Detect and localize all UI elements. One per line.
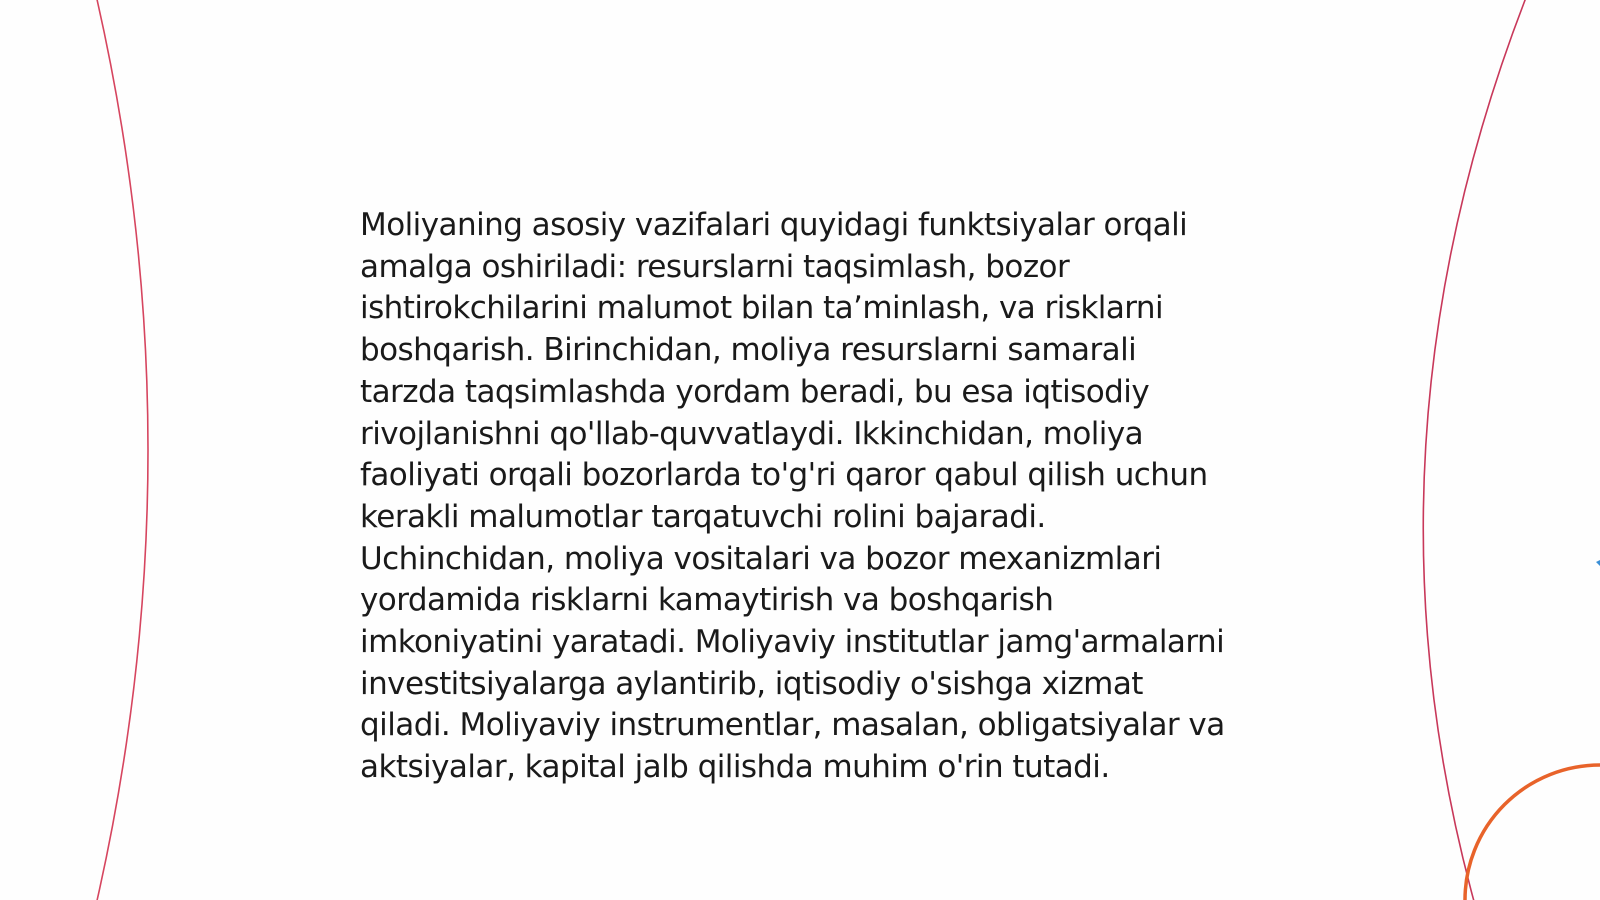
body-paragraph: Moliyaning asosiy vazifalari quyidagi funktsiyalar orqali amalga oshiriladi: resurslarni taqsimlash, bozor ishtirokchilarini malumot bilan ta’minlash, va risklarni boshqarish. Birinchidan, moliya resurslarni samarali tarzda taqsimlashda yordam beradi, bu esa iqtisodiy rivojlanishni qo'llab-quvvatlaydi. Ikkinchidan, moliya faoliyati orqali bozorlarda to'g'ri qaror qabul qilish uchun kerakli malumotlar tarqatuvchi rolini bajaradi. Uchinchidan, moliya vositalari va bozor mexanizmlari yordamida risklarni kamaytirish va boshqarish imkoniyatini yaratadi. Moliyaviy institutlar jamg'armalarni investitsiyalarga aylantirib, iqtisodiy o'sishga xizmat qiladi. Moliyaviy instrumentlar, masalan, obligatsiyalar va aktsiyalar, kapital jalb qilishda muhim o'rin tutadi.: [360, 207, 1225, 786]
orange-arc: [1465, 765, 1600, 900]
left-curve: [96, 0, 148, 900]
blue-mark: [1596, 560, 1600, 566]
right-curve: [1423, 0, 1527, 900]
